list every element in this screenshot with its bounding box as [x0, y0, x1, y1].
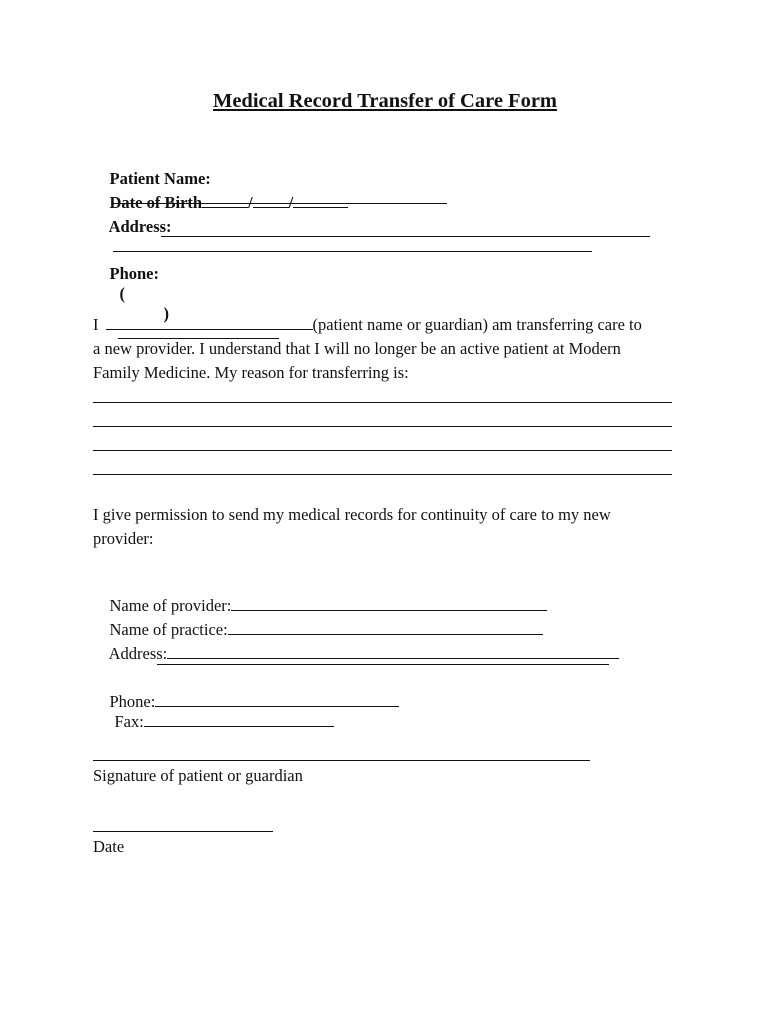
- reason-line[interactable]: [93, 450, 672, 451]
- dob-separator: /: [248, 193, 253, 212]
- signature-line[interactable]: [93, 760, 590, 761]
- patient-name-label: Patient Name:: [109, 169, 211, 188]
- patient-address-label: Address:: [108, 217, 172, 236]
- dob-separator: /: [288, 193, 294, 212]
- provider-address-field[interactable]: [167, 644, 619, 659]
- provider-address-label: Address:: [108, 644, 168, 663]
- reason-line[interactable]: [93, 474, 672, 475]
- provider-fax-label: Fax:: [114, 712, 144, 731]
- practice-name-label: Name of practice:: [109, 620, 228, 639]
- permission-line-1: I give permission to send my medical records for continuity of care to my new: [93, 505, 611, 524]
- date-label: Date: [93, 837, 125, 856]
- statement-end: (patient name or guardian) am transferring care to: [312, 315, 642, 334]
- provider-phone-fax-row: [93, 672, 399, 752]
- statement-start: I: [93, 315, 99, 334]
- date-line[interactable]: [93, 831, 273, 832]
- reason-line[interactable]: [93, 426, 672, 427]
- statement-line-1: [93, 315, 642, 335]
- statement-line-3: Family Medicine. My reason for transferring is:: [93, 363, 409, 382]
- provider-fax-field[interactable]: [144, 712, 334, 727]
- provider-address-line-2[interactable]: [157, 664, 609, 665]
- provider-phone-field[interactable]: [155, 692, 399, 707]
- transferring-person-field[interactable]: [106, 315, 313, 330]
- patient-phone-label: Phone:: [109, 264, 159, 283]
- reason-line[interactable]: [93, 402, 672, 403]
- form-title: Medical Record Transfer of Care Form: [212, 90, 558, 112]
- patient-address-line-2[interactable]: [161, 236, 650, 237]
- permission-line-2: provider:: [93, 529, 154, 548]
- provider-phone-label: Phone:: [109, 692, 156, 711]
- phone-open-paren: (: [119, 284, 125, 303]
- statement-line-2: a new provider. I understand that I will no longer be an active patient at Modern: [93, 339, 621, 358]
- date-of-birth-label: Date of Birth: [109, 193, 203, 212]
- phone-close-paren: ): [163, 304, 169, 323]
- provider-name-label: Name of provider:: [109, 596, 232, 615]
- signature-label: Signature of patient or guardian: [93, 766, 303, 785]
